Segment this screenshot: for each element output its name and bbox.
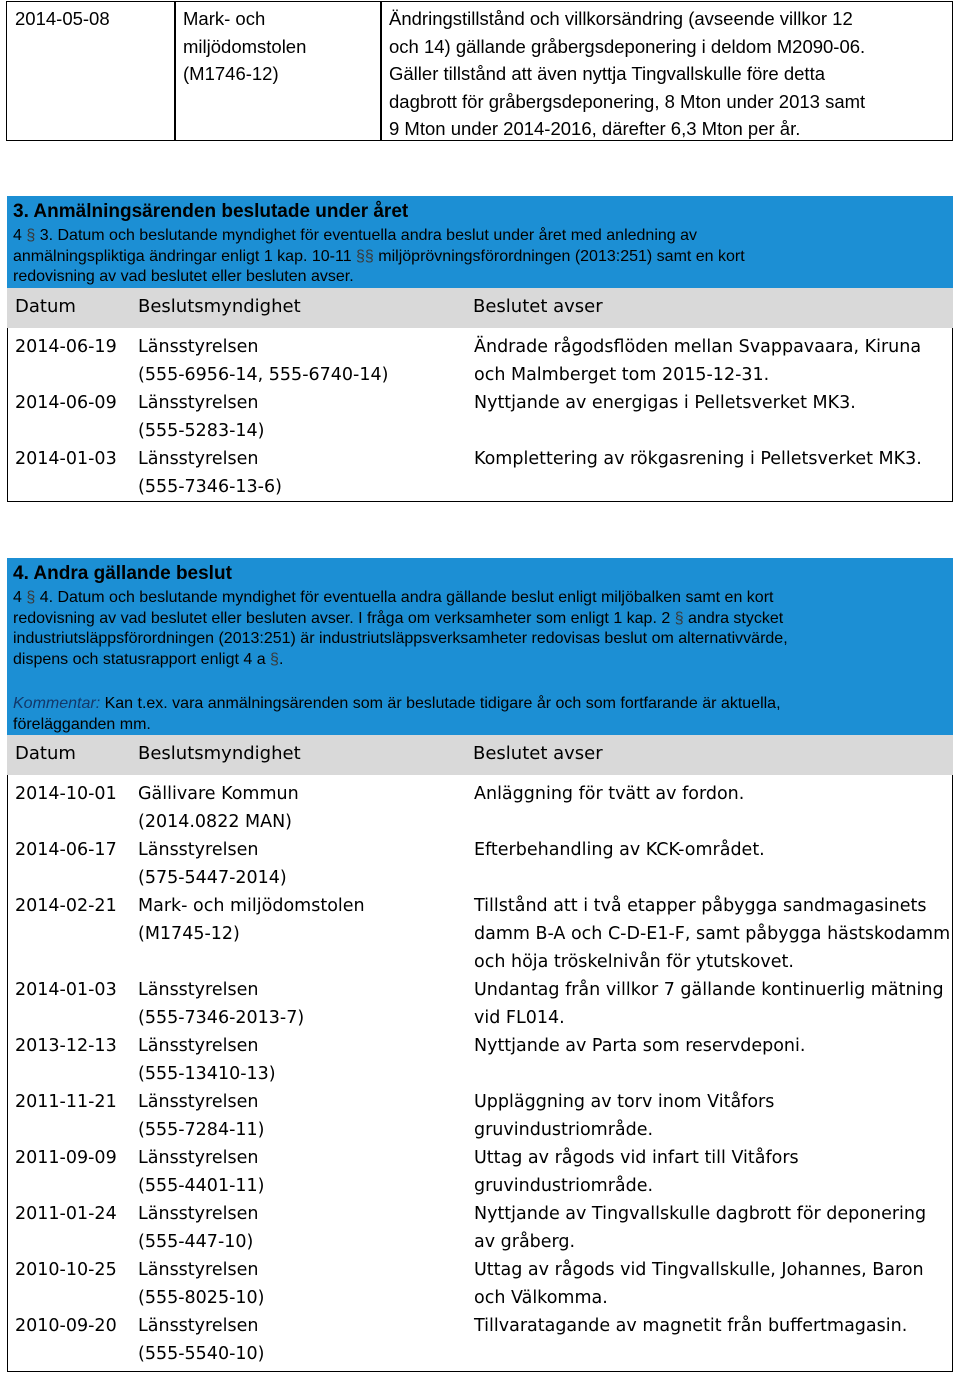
table-row: [8, 389, 952, 445]
description-line: 9 Mton under 2014-2016, därefter 6,3 Mton per år.: [389, 118, 801, 139]
row-date: 2010-09-20: [15, 1316, 117, 1336]
authority-name: Länsstyrelsen: [138, 449, 259, 469]
row-authority: [138, 836, 287, 892]
table-row: [8, 1088, 952, 1144]
authority-name: Länsstyrelsen: [138, 1204, 259, 1224]
decision-description: [389, 5, 865, 143]
instruction-line: dispens och statusrapport enligt 4 a §.: [13, 650, 284, 668]
authority-reference: (555-13410-13): [138, 1064, 276, 1084]
section3-instructions: [13, 226, 945, 288]
instruction-line: industriutsläppsförordningen (2013:251) är industriutsläppsverksamheter redovisas beslut om alternativvärde,: [13, 630, 788, 647]
row-date: 2014-06-09: [15, 393, 117, 413]
authority-reference: (555-447-10): [138, 1232, 254, 1252]
decision-authority: [183, 5, 306, 88]
row-authority: [138, 892, 365, 948]
authority-name: Länsstyrelsen: [138, 980, 259, 1000]
authority-name: Länsstyrelsen: [138, 1316, 259, 1336]
section4-table: [7, 775, 953, 1372]
row-date: 2010-10-25: [15, 1260, 117, 1280]
authority-name: Länsstyrelsen: [138, 1092, 259, 1112]
column-header-subject: Beslutet avser: [473, 743, 603, 764]
table-row: [8, 892, 952, 976]
instruction-line: redovisning av vad beslutet eller besluten avser.: [13, 268, 354, 285]
authority-line: (M1746-12): [183, 63, 279, 84]
row-description: Nyttjande av Tingvallskulle dagbrott för deponering av gråberg.: [474, 1204, 927, 1252]
authority-name: Länsstyrelsen: [138, 840, 259, 860]
section4-column-headers: [7, 735, 953, 775]
table-row: [8, 1144, 952, 1200]
description-line: Ändringstillstånd och villkorsändring (avseende villkor 12: [389, 8, 853, 29]
row-description: Nyttjande av Parta som reservdeponi.: [474, 1036, 806, 1056]
section3-column-headers: [7, 288, 953, 328]
instruction-line: redovisning av vad beslutet eller besluten avser. I fråga om verksamheter som enligt 1 kap. 2 § andra stycket: [13, 609, 784, 627]
description-line: Gäller tillstånd att även nyttja Tingvallskulle före detta: [389, 63, 826, 84]
paragraph-sign-icon: §: [674, 609, 684, 627]
table-row: [8, 780, 952, 836]
paragraph-sign-icon: §: [26, 589, 36, 606]
authority-name: Länsstyrelsen: [138, 337, 259, 357]
row-authority: [138, 976, 304, 1032]
instruction-line: anmälningspliktiga ändringar enligt 1 kap. 10-11 §§ miljöprövningsförordningen (2013:251) samt en kort: [13, 247, 745, 265]
row-date: 2014-01-03: [15, 449, 117, 469]
column-header-date: Datum: [15, 296, 76, 317]
section4-comment: [13, 694, 945, 735]
row-description: Uppläggning av torv inom Vitåfors gruvindustriområde.: [474, 1092, 775, 1140]
comment-line: Kommentar: Kan t.ex. vara anmälningsärenden som är beslutade tidigare år och som fortfarande är aktuella,: [13, 695, 781, 712]
row-description: Uttag av rågods vid infart till Vitåfors gruvindustriområde.: [474, 1148, 799, 1196]
table-row: [8, 333, 952, 389]
row-authority: [138, 445, 282, 501]
section3-header: [7, 196, 953, 288]
row-authority: [138, 333, 388, 389]
section3-heading: 3. Anmälningsärenden beslutade under året: [13, 201, 409, 222]
instruction-line: 4 § 4. Datum och beslutande myndighet för eventuella andra gällande beslut enligt miljöbalken samt en kort: [13, 589, 774, 606]
authority-reference: (2014.0822 MAN): [138, 812, 293, 832]
authority-reference: (555-7346-13-6): [138, 477, 282, 497]
authority-reference: (555-7284-11): [138, 1120, 265, 1140]
authority-reference: (555-4401-11): [138, 1176, 265, 1196]
row-authority: [138, 1144, 265, 1200]
decision-date: 2014-05-08: [15, 8, 110, 29]
row-description: Tillstånd att i två etapper påbygga sandmagasinets damm B-A och C-D-E1-F, samt påbygga hästskodamm och höja tröskelnivån för ytutskovet.: [474, 896, 951, 972]
column-header-authority: Beslutsmyndighet: [138, 743, 301, 764]
authority-reference: (M1745-12): [138, 924, 240, 944]
authority-reference: (555-8025-10): [138, 1288, 265, 1308]
comment-label: Kommentar:: [13, 695, 101, 712]
row-date: 2013-12-13: [15, 1036, 117, 1056]
row-authority: [138, 389, 265, 445]
paragraph-sign-icon: §: [26, 227, 36, 244]
table-row: [8, 1312, 952, 1368]
row-date: 2014-06-17: [15, 840, 117, 860]
authority-reference: (555-5283-14): [138, 421, 265, 441]
table-row: [8, 836, 952, 892]
paragraph-sign-icon: §: [270, 650, 279, 668]
row-authority: [138, 1032, 276, 1088]
row-date: 2014-02-21: [15, 896, 117, 916]
row-authority: [138, 1256, 265, 1312]
row-date: 2011-11-21: [15, 1092, 117, 1112]
table-row: [8, 1200, 952, 1256]
row-authority: [138, 1312, 265, 1368]
row-authority: [138, 1200, 258, 1256]
table-row: [8, 1032, 952, 1088]
previous-decision-table: [6, 1, 953, 141]
authority-name: Gällivare Kommun: [138, 784, 299, 804]
row-authority: [138, 780, 299, 836]
authority-name: Länsstyrelsen: [138, 1260, 259, 1280]
authority-name: Länsstyrelsen: [138, 393, 259, 413]
row-date: 2011-09-09: [15, 1148, 117, 1168]
row-description: Anläggning för tvätt av fordon.: [474, 784, 745, 804]
authority-reference: (555-7346-2013-7): [138, 1008, 305, 1028]
column-header-subject: Beslutet avser: [473, 296, 603, 317]
row-description: Tillvaratagande av magnetit från buffertmagasin.: [474, 1316, 908, 1336]
row-date: 2011-01-24: [15, 1204, 117, 1224]
paragraph-sign-icon: §§: [356, 247, 374, 265]
table-row: [8, 976, 952, 1032]
instruction-line: 4 § 3. Datum och beslutande myndighet för eventuella andra beslut under året med anledning av: [13, 227, 698, 244]
table-row: [8, 445, 952, 501]
row-description: Uttag av rågods vid Tingvallskulle, Johannes, Baron och Välkomma.: [474, 1260, 924, 1308]
table-row: [8, 1256, 952, 1312]
authority-name: Länsstyrelsen: [138, 1148, 259, 1168]
description-line: dagbrott för gråbergsdeponering, 8 Mton under 2013 samt: [389, 90, 866, 112]
authority-reference: (555-6956-14, 555-6740-14): [138, 365, 389, 385]
column-divider: [174, 2, 176, 140]
row-description: Nyttjande av energigas i Pelletsverket MK3.: [474, 393, 856, 413]
row-description: Ändrade rågodsflöden mellan Svappavaara, Kiruna och Malmberget tom 2015-12-31.: [474, 337, 922, 385]
row-date: 2014-10-01: [15, 784, 117, 804]
authority-reference: (575-5447-2014): [138, 868, 287, 888]
section4-heading: 4. Andra gällande beslut: [13, 563, 232, 584]
authority-name: Mark- och miljödomstolen: [138, 896, 365, 916]
row-description: Efterbehandling av KCK-området.: [474, 840, 765, 860]
authority-reference: (555-5540-10): [138, 1344, 265, 1364]
row-description: Undantag från villkor 7 gällande kontinuerlig mätning vid FL014.: [474, 980, 944, 1028]
authority-line: Mark- och: [183, 8, 266, 29]
description-line: och 14) gällande gråbergsdeponering i deldom M2090-06.: [389, 35, 866, 57]
row-date: 2014-01-03: [15, 980, 117, 1000]
row-description: Komplettering av rökgasrening i Pelletsverket MK3.: [474, 449, 922, 469]
authority-line: miljödomstolen: [183, 35, 307, 57]
column-header-date: Datum: [15, 743, 76, 764]
row-authority: [138, 1088, 265, 1144]
row-date: 2014-06-19: [15, 337, 117, 357]
section4-instructions: [13, 588, 945, 670]
section4-header: [7, 558, 953, 735]
column-header-authority: Beslutsmyndighet: [138, 296, 301, 317]
comment-line: förelägganden mm.: [13, 715, 151, 733]
column-divider: [380, 2, 382, 140]
authority-name: Länsstyrelsen: [138, 1036, 259, 1056]
section3-table: [7, 328, 953, 502]
